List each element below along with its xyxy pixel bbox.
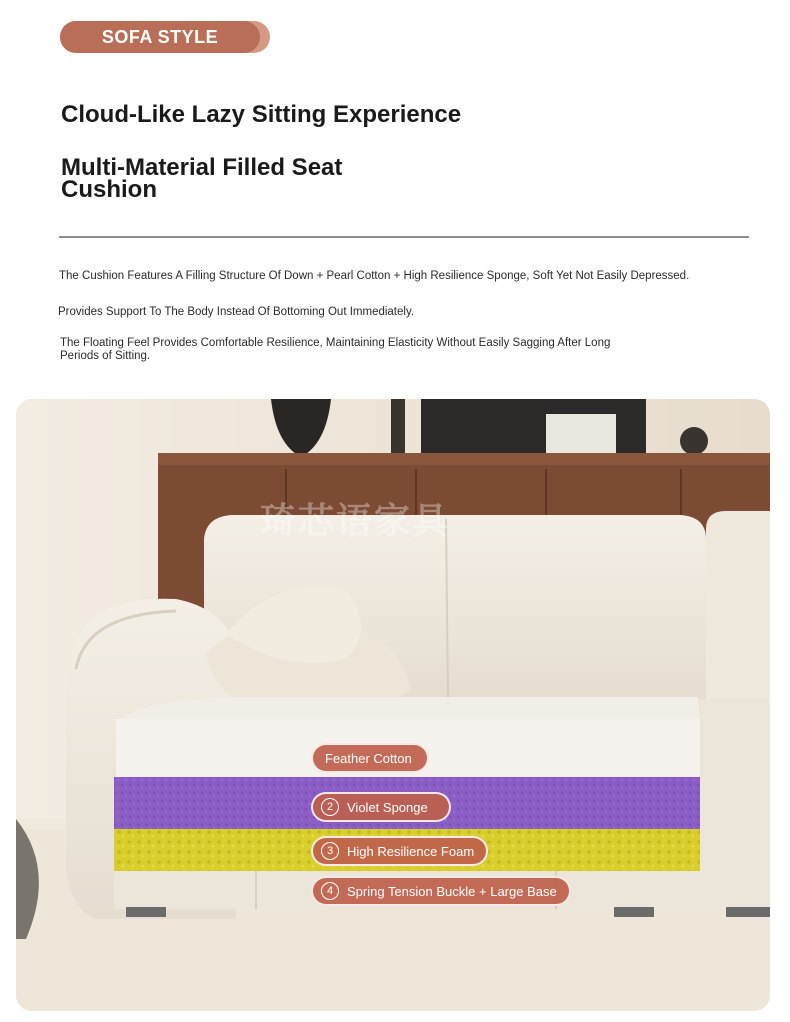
layer-tag-feather-cotton	[311, 743, 429, 773]
layer-tag-violet-sponge	[311, 792, 451, 822]
layer-label: Violet Sponge	[347, 799, 428, 815]
description-paragraph-2: Provides Support To The Body Instead Of Bottoming Out Immediately.	[58, 306, 415, 318]
layer-tag-high-resilience-foam	[311, 836, 488, 866]
number-3-icon: 3	[321, 842, 339, 860]
sofa-cutaway-image	[16, 399, 770, 1011]
headline-primary: Cloud-Like Lazy Sitting Experience	[61, 101, 462, 128]
number-2-icon: 2	[321, 798, 339, 816]
layer-label: High Resilience Foam	[347, 843, 475, 859]
description-paragraph-3: The Floating Feel Provides Comfortable Resilience, Maintaining Elasticity Without Easily Sagging After Long Periods of Sitting.	[60, 337, 611, 362]
headline-secondary: Multi-Material Filled Seat Cushion	[61, 154, 343, 203]
section-badge	[60, 21, 270, 53]
layer-label: Spring Tension Buckle + Large Base	[347, 883, 557, 899]
description-paragraph-1: The Cushion Features A Filling Structure Of Down + Pearl Cotton + High Resilience Sponge, Soft Yet Not Easily Depressed.	[59, 270, 690, 282]
number-4-icon: 4	[321, 882, 339, 900]
section-badge-label: SOFA STYLE	[60, 21, 260, 53]
layer-label: Feather Cotton	[325, 750, 412, 766]
divider	[59, 236, 749, 238]
watermark-text: 琦芯语家具	[260, 501, 451, 542]
layer-tag-spring-base	[311, 876, 571, 906]
